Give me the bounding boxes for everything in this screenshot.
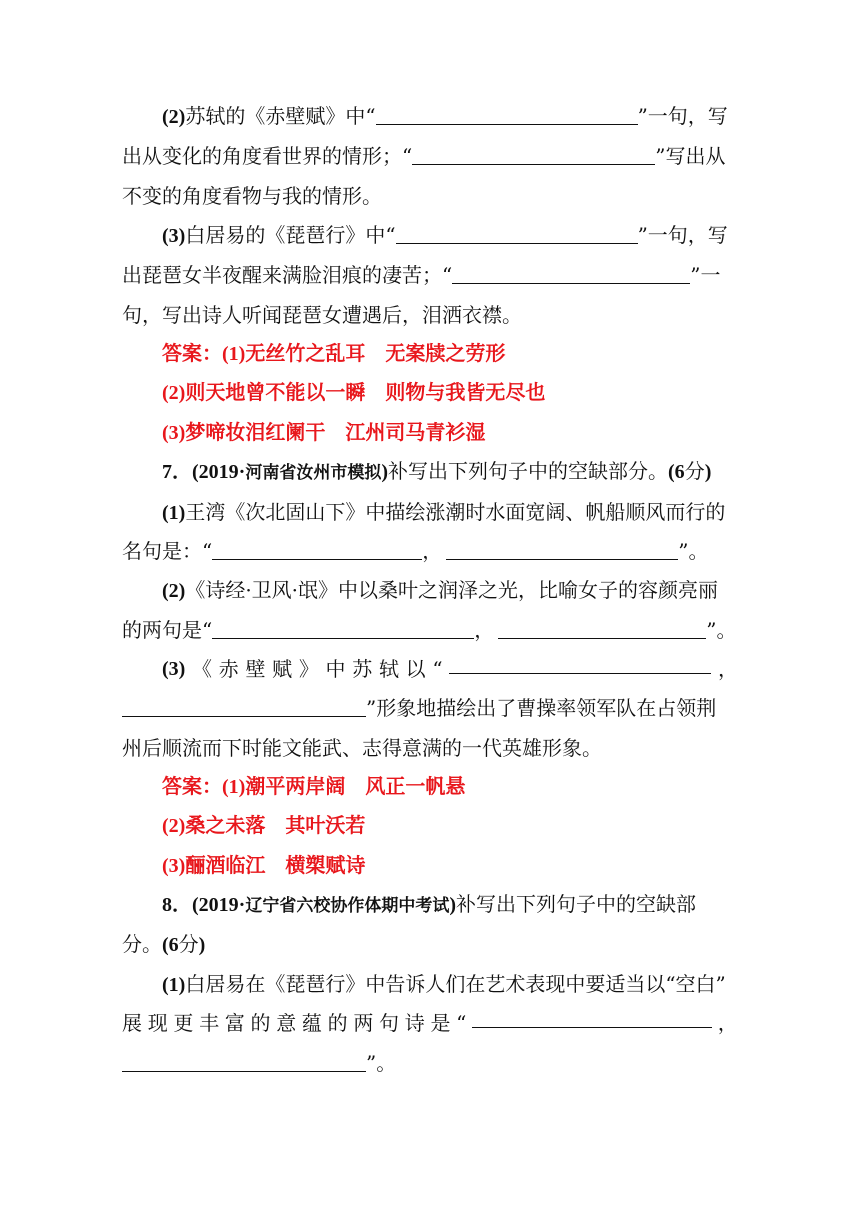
text: ”一 [690,263,721,287]
char: 展 [122,1011,142,1035]
answer-blank[interactable] [412,140,655,165]
q5-part3-line3: 句，写出诗人听闻琵琶女遭遇后，泪洒衣襟。 [122,303,522,327]
q7-part1-line2 [122,531,708,571]
answer1-line1 [162,334,505,374]
char: 两 [353,1011,374,1035]
q7-part3-line2 [122,688,716,728]
answer-text: 潮平两岸阔 风正一帆悬 [245,776,466,798]
text: ”。 [366,1051,397,1075]
q5-part2-line2 [122,136,725,176]
char: 轼 [378,657,399,681]
char: 赤 [218,657,239,681]
q5-part3-line1 [162,215,728,255]
instruction: 补写出下列句子中的空缺部 [456,894,697,916]
char: ， [717,1011,738,1035]
answer-num: (3) [162,422,186,444]
q8-heading [162,885,696,925]
answer2-line3 [162,846,365,886]
answer1-line3 [162,413,485,453]
q5-part3-line2 [122,255,720,295]
answer-blank[interactable] [122,1047,366,1072]
text: ， [474,618,495,642]
q5-part2-line3: 不变的角度看物与我的情形。 [122,184,382,208]
instruction: 补写出下列句子中的空缺部分。 [388,461,669,483]
char: 诗 [404,1011,425,1035]
q7-heading [162,452,711,492]
answer-blank[interactable] [212,614,474,639]
q8-part1-line1 [162,964,726,1004]
q7-part3-line1 [162,649,738,689]
char: 苏 [352,657,373,681]
answer-text: 酾酒临江 横槊赋诗 [185,855,366,877]
answer-label: 答案： [162,343,222,365]
points: (6 [162,934,179,956]
char: “ [432,657,443,681]
char: 富 [224,1011,245,1035]
text: ， [422,539,443,563]
answer-num: (2) [162,382,186,404]
text: 白居易在《琵琶行》中告诉人们在艺术表现中要适当以“空白” [185,972,726,996]
answer-blank[interactable] [472,1003,712,1028]
part-label: (1) [162,502,186,524]
char: 蕴 [301,1011,322,1035]
q8-part1-line2 [122,1003,738,1043]
source-close: ) [449,894,457,916]
answer-blank[interactable] [446,535,678,560]
answer-blank[interactable] [122,692,366,717]
part-label: (3) [162,658,186,680]
q7-part2-line1 [162,570,718,610]
question-source: 辽宁省六校协作体期中考试 [245,896,450,915]
char: 以 [405,657,426,681]
source-open: (2019· [192,461,246,483]
char: 意 [276,1011,297,1035]
char: 现 [147,1011,168,1035]
part-label: (2) [162,580,186,602]
text: ”形象地描绘出了曹操率领军队在占领荆 [366,696,717,720]
char: 丰 [199,1011,220,1035]
text: 出从变化的角度看世界的情形；“ [122,144,413,168]
part-label: (2) [162,106,186,128]
char: 》 [298,657,319,681]
text: ”。 [706,618,737,642]
char: “ [456,1011,467,1035]
answer-blank[interactable] [376,100,638,125]
answer-num: (2) [162,815,186,837]
answer-num: (3) [162,855,186,877]
question-source: 河南省汝州市模拟 [245,463,382,482]
char: 句 [379,1011,400,1035]
text: 王湾《次北固山下》中描绘涨潮时水面宽阔、帆船顺风而行的 [185,500,726,524]
text: ”一句，写 [637,223,728,247]
char: 是 [430,1011,451,1035]
points-unit: 分 [684,461,705,483]
source-open: (2019· [192,894,246,916]
char: 壁 [245,657,266,681]
part-label: (3) [162,225,186,247]
answer-text: 则天地曾不能以一瞬 则物与我皆无尽也 [185,382,546,404]
q8-part1-line3 [122,1043,396,1083]
spread-line [122,1003,738,1043]
text: ”一句，写 [637,104,728,128]
text: 《诗经·卫风·氓》中以桑叶之润泽之光，比喻女子的容颜亮丽 [185,578,719,602]
q5-part2-line1 [162,96,728,136]
answer-label: 答案： [162,776,222,798]
source-close: ) [381,461,389,483]
char: 《 [192,657,213,681]
char: 中 [325,657,346,681]
text: 分。 [122,932,162,956]
points-close: ) [704,461,712,483]
part-label: (1) [162,974,186,996]
points-close: ) [198,934,206,956]
char: ， [718,657,738,681]
question-number: 8． [162,894,192,916]
text: 出琵琶女半夜醒来满脸泪痕的凄苦；“ [122,263,453,287]
char: 更 [173,1011,194,1035]
text: ”。 [678,539,709,563]
text: 苏轼的《赤壁赋》中“ [185,104,376,128]
q7-part3-line3: 州后顺流而下时能文能武、志得意满的一代英雄形象。 [122,736,602,760]
text: ”写出从 [655,144,726,168]
text: 名句是：“ [122,539,213,563]
answer1-line2 [162,373,545,413]
answer-blank[interactable] [396,219,638,244]
answer-blank[interactable] [212,535,422,560]
char: 赋 [272,657,293,681]
spread-line [162,649,738,689]
points: (6 [668,461,685,483]
answer2-line2 [162,806,365,846]
answer-blank[interactable] [498,614,706,639]
q8-heading-line2 [122,924,205,964]
answer-num: (1) [222,776,246,798]
answer-blank[interactable] [452,259,690,284]
text: 的两句是“ [122,618,213,642]
points-unit: 分 [178,932,199,956]
answer-num: (1) [222,343,246,365]
answer2-line1 [162,767,465,807]
q7-part1-line1 [162,492,725,532]
answer-text: 无丝竹之乱耳 无案牍之劳形 [245,343,506,365]
answer-blank[interactable] [449,649,711,674]
char: 的 [327,1011,348,1035]
text: 白居易的《琵琶行》中“ [185,223,396,247]
char: 的 [250,1011,271,1035]
question-number: 7． [162,461,192,483]
answer-text: 桑之未落 其叶沃若 [185,815,366,837]
answer-text: 梦啼妆泪红阑干 江州司马青衫湿 [185,422,486,444]
q7-part2-line2 [122,610,736,650]
